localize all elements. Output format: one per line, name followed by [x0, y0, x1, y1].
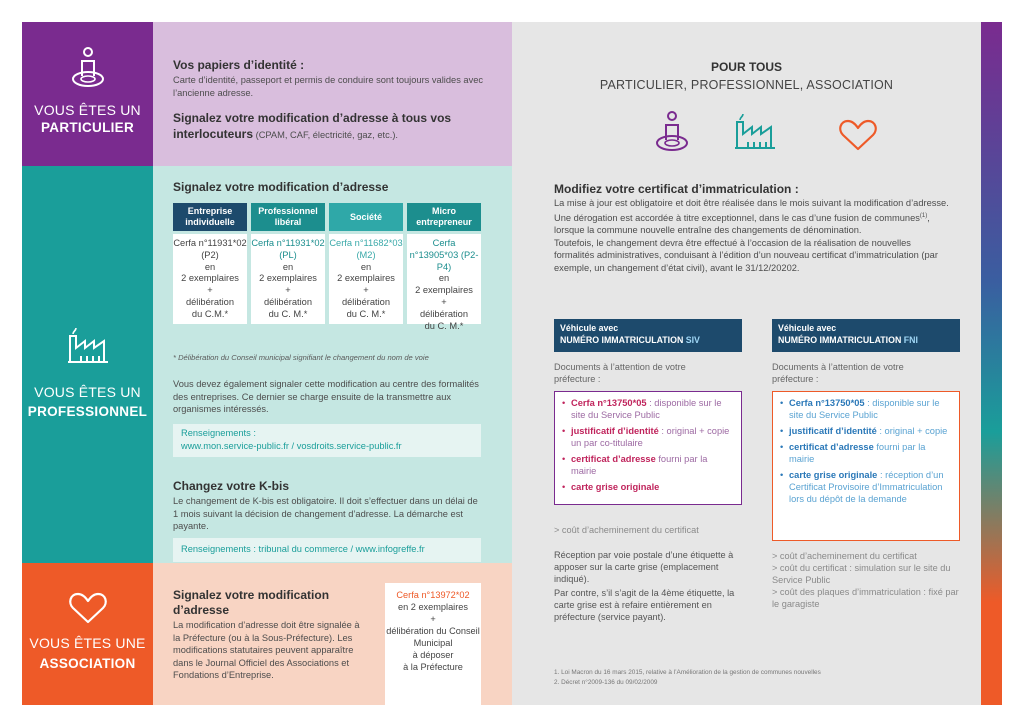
association-text: La modification d’adresse doit être signalée à la Préfecture (ou à la Sous-Préfecture). Les modifications statutaires peuvent apparaître dans le Journal Officiel des Associations et Fondations d’Entreprise. [173, 620, 360, 680]
siv-item-key: Cerfa n°13750*05 [571, 398, 647, 408]
cert-p1-end: , lorsque la commune nouvelle entraîne des changements de dénomination. [554, 212, 930, 236]
particulier-title2-suffix: (CPAM, CAF, électricité, gaz, etc.). [253, 130, 399, 140]
fni-doc-list [780, 397, 952, 505]
association-deliberation: délibération du Conseil Municipal [386, 626, 480, 648]
fni-item-value: : disponible sur le site du Service Public [789, 398, 940, 420]
kbis-title: Changez votre K-bis [173, 479, 290, 493]
association-plus: + [430, 614, 436, 624]
association-deposer: à déposer [412, 650, 454, 660]
cerfa-plus: + [363, 285, 369, 296]
particulier-title2 [173, 110, 494, 143]
fni-intro: Documents à l’attention de votre préfecture : [772, 362, 904, 384]
association-label-block [22, 563, 153, 705]
cert-p1: La mise à jour est obligatoire et doit être réalisée dans le mois suivant la modification d’adresse. Une dérogation est accordée à titre exceptionnel, dans le cas d’une fusion de communes [554, 198, 949, 223]
siv-header [554, 319, 742, 352]
fni-cost-line: > coût des plaques d’immatriculation : fixé par le garagiste [772, 587, 959, 609]
siv-doc-box [554, 391, 742, 505]
siv-item-key: carte grise originale [571, 482, 660, 492]
siv-item-value: : original + copie un par co-titulaire [571, 426, 730, 448]
cerfa-plus: + [207, 285, 213, 296]
cerfa-number: Cerfa n°13905*03 (P2-P4) [409, 238, 479, 272]
siv-item-value: : disponible sur le site du Service Public [571, 398, 722, 420]
particulier-label-block [22, 22, 153, 166]
cerfa-en: en [360, 261, 372, 272]
particulier-title1: Vos papiers d’identité : [173, 58, 305, 72]
cerfa-body [329, 234, 403, 324]
association-section [153, 563, 512, 705]
pour-tous-subtitle: PARTICULIER, PROFESSIONNEL, ASSOCIATION [599, 78, 894, 92]
cerfa-number: Cerfa n°11931*02 (P2) [173, 238, 247, 260]
fni-header-line2 [778, 335, 954, 347]
cerfa-plus: + [441, 296, 447, 307]
fni-header [772, 319, 960, 352]
professionnel-label-line1: VOUS ÊTES UN [34, 384, 141, 400]
cerfa-head: Société [329, 203, 403, 231]
cerfa-en: en [438, 273, 450, 284]
cerfa-body [173, 234, 247, 324]
list-item [780, 469, 952, 505]
association-label-line2: ASSOCIATION [39, 656, 136, 671]
cerfa-col-entreprise [173, 203, 247, 324]
fni-cost-line: > coût du certificat : simulation sur le site du Service Public [772, 563, 951, 585]
professionnel-label-block [22, 166, 153, 563]
cerfa-copies: 2 exemplaires [337, 273, 395, 284]
fni-costs [772, 550, 962, 610]
siv-cost: > coût d’acheminement du certificat [554, 525, 699, 535]
professionnel-section [153, 166, 512, 563]
cerfa-col-micro [407, 203, 481, 331]
fni-header-main: NUMÉRO IMMATRICULATION [778, 334, 904, 345]
professionnel-title: Signalez votre modification d’adresse [173, 180, 389, 194]
cerfa-body [251, 234, 325, 324]
cerfa-cm: du C. M.* [424, 320, 464, 331]
siv-reception: Réception par voie postale d’une étiquette à apposer sur la carte grise (emplacement indiqué). [554, 550, 734, 584]
cert-p2: Toutefois, le changement devra être effectué à l’occasion de la réalisation de nouvelles formalités administratives, conduisant à l’édition d’un nouveau certificat d’immatriculation (par exemple, un changement d’état civil), avant le 31/12/20202. [554, 237, 938, 273]
particulier-title2-main: Signalez votre modification d’adresse à tous vos interlocuteurs [173, 111, 452, 141]
kbis-text: Le changement de K-bis est obligatoire. Il doit s’effectuer dans un délai de 1 mois suivant la décision de changement d’adresse. La démarche est payante. [173, 496, 478, 531]
heart-icon [68, 591, 108, 625]
footnote-1: 1. Loi Macron du 16 mars 2015, relative à l’Amélioration de la gestion de communes nouvelles [554, 669, 821, 676]
siv-header-line2 [560, 335, 736, 347]
cfe-text: Vous devez également signaler cette modification au centre des formalités des entreprises. Ce dernier se charge ensuite de la transmettre aux organismes intéressés. [173, 379, 479, 414]
list-item [780, 441, 952, 465]
cerfa-deliberation: délibération [419, 308, 469, 319]
cerfa-en: en [282, 261, 294, 272]
fni-item-key: justificatif d’identité [789, 426, 877, 436]
fni-doc-box [772, 391, 960, 541]
gradient-side-bar [981, 22, 1002, 705]
association-cerfa-box [385, 583, 481, 706]
cerfa-cm: du C.M.* [191, 308, 229, 319]
fni-item-key: carte grise originale [789, 470, 878, 480]
siv-contrary: Par contre, s’il s’agit de la 4ème étiquette, la carte grise est à refaire entièrement en préfecture (service payant). [554, 588, 735, 622]
list-item [562, 397, 734, 421]
siv-item-key: justificatif d’identité [571, 426, 659, 436]
cerfa-body [407, 234, 481, 331]
cerfa-col-societe [329, 203, 403, 324]
siv-intro: Documents à l’attention de votre préfecture : [554, 362, 686, 384]
cerfa-deliberation: délibération [263, 296, 313, 307]
footnotes [554, 668, 964, 687]
cerfa-copies: 2 exemplaires [181, 273, 239, 284]
pour-tous-panel [512, 22, 981, 705]
cert-title: Modifiez votre certificat d’immatriculation : [554, 182, 799, 196]
info-label: Renseignements : [181, 428, 256, 438]
list-item [562, 453, 734, 477]
list-item [562, 425, 734, 449]
cerfa-head: Professionnel libéral [251, 203, 325, 231]
siv-header-acc: SIV [685, 334, 700, 345]
fni-item-key: certificat d’adresse [789, 442, 874, 452]
particulier-label-line2: PARTICULIER [40, 120, 135, 135]
particulier-text1: Carte d’identité, passeport et permis de conduire sont toujours valides avec l’ancienne adresse. [173, 75, 484, 98]
siv-item-value: fourni par la mairie [571, 454, 708, 476]
pour-tous-title: POUR TOUS [710, 60, 783, 74]
fni-item-key: Cerfa n°13750*05 [789, 398, 865, 408]
siv-item-key: certificat d’adresse [571, 454, 656, 464]
fni-header-acc: FNI [903, 334, 918, 345]
cerfa-copies: 2 exemplaires [415, 285, 473, 296]
page [22, 22, 1002, 705]
cerfa-copies: 2 exemplaires [259, 273, 317, 284]
cerfa-deliberation: délibération [185, 296, 235, 307]
info-box-renseignements [173, 424, 481, 457]
association-prefecture: à la Préfecture [403, 662, 463, 672]
fni-header-line1: Véhicule avec [778, 323, 837, 333]
cerfa-deliberation: délibération [341, 296, 391, 307]
professionnel-label-line2: PROFESSIONNEL [27, 404, 148, 419]
fni-item-value: fourni par la mairie [789, 442, 926, 464]
cert-p1-sup: (1) [919, 212, 928, 219]
fni-item-value: : original + copie [876, 426, 948, 436]
factory-icon [733, 112, 777, 152]
person-icon [71, 46, 105, 90]
fni-item-value: : réception d’un Certificat Provisoire d’Immatriculation lors du dépôt de la demande [789, 470, 944, 504]
particulier-section [153, 22, 512, 166]
siv-doc-list [562, 397, 734, 493]
cerfa-plus: + [285, 285, 291, 296]
cerfa-head: Entreprise individuelle [173, 203, 247, 231]
cerfa-footnote: * Délibération du Conseil municipal signifiant le changement du nom de voie [173, 353, 429, 362]
factory-icon [66, 326, 110, 366]
cerfa-number: Cerfa n°11682*03 (M2) [329, 238, 403, 260]
fni-cost-line: > coût d’acheminement du certificat [772, 551, 917, 561]
association-cerfa: Cerfa n°13972*02 [396, 590, 470, 600]
particulier-label-line1: VOUS ÊTES UN [34, 102, 141, 118]
list-item [562, 481, 734, 493]
association-title: Signalez votre modification d’adresse [173, 588, 330, 617]
siv-header-main: NUMÉRO IMMATRICULATION [560, 334, 686, 345]
siv-header-line1: Véhicule avec [560, 323, 619, 333]
cerfa-col-liberal [251, 203, 325, 324]
cert-text [554, 197, 952, 274]
association-copies: en 2 exemplaires [398, 602, 468, 612]
cerfa-cm: du C. M.* [346, 308, 386, 319]
footnote-2: 2. Décret n°2009-136 du 09/02/2009 [554, 678, 658, 686]
info-links[interactable]: www.mon.service-public.fr / vosdroits.service-public.fr [181, 440, 402, 451]
list-item [780, 397, 952, 421]
heart-icon [838, 118, 878, 152]
info-box-kbis[interactable]: Renseignements : tribunal du commerce / www.infogreffe.fr [173, 538, 481, 562]
cerfa-en: en [204, 261, 216, 272]
cerfa-head: Micro entrepreneur [407, 203, 481, 231]
list-item [780, 425, 952, 437]
cerfa-number: Cerfa n°11931*02 (PL) [251, 238, 325, 260]
person-icon [655, 110, 689, 154]
cerfa-cm: du C. M.* [268, 308, 308, 319]
association-label-line1: VOUS ÊTES UNE [29, 635, 146, 651]
